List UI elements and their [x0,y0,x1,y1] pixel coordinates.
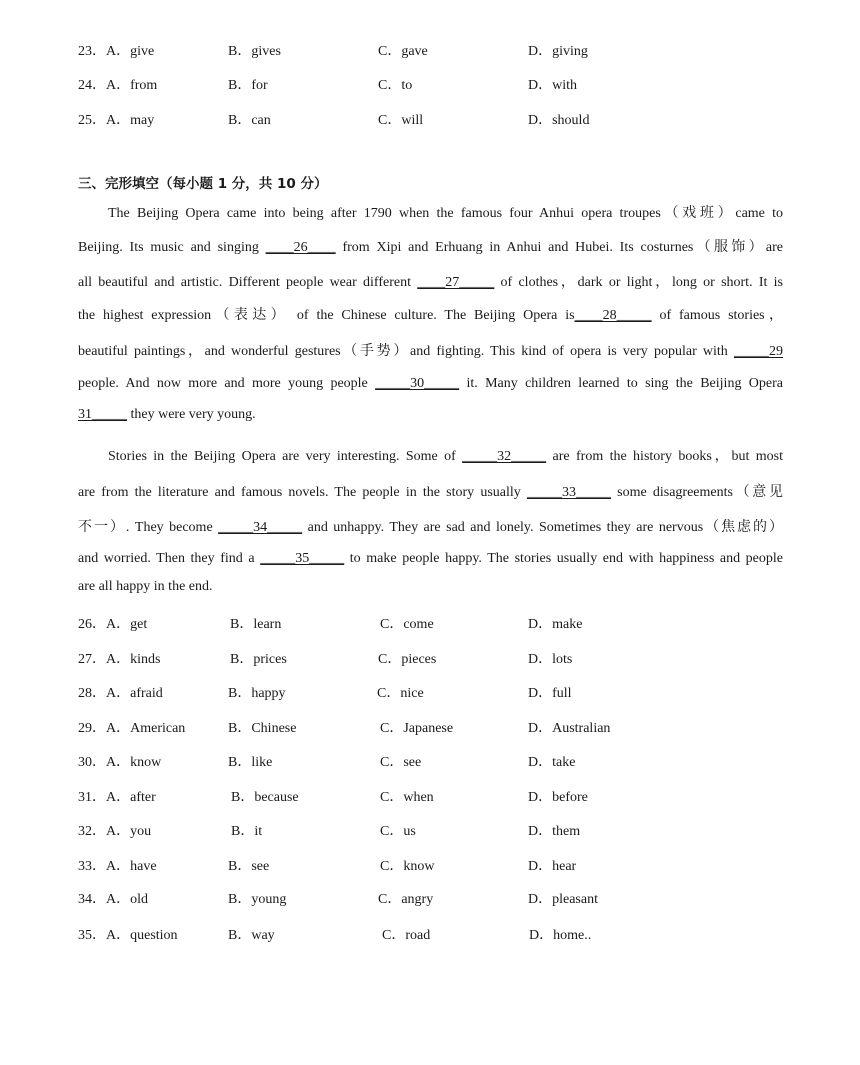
passage-line: all beautiful and artistic. Different people wear different ____27_____ of clothes，dark or light，long or short. It is [78,275,784,290]
option-b: B．Chinese [228,721,297,736]
blank-26: ____26____ [265,240,336,255]
question-number-and-option-a: 24．A．from [78,78,158,93]
blank-27: ____27_____ [417,275,495,290]
blank-29: _____29 [734,344,783,359]
passage-line: and worried. Then they find a _____35_____ to make people happy. The stories usually end with happiness and people [78,551,784,566]
option-c: C．see [380,755,422,770]
option-c: C．nice [377,686,424,701]
option-c: C．pieces [378,652,437,667]
question-row: 28．A．afraid B．happy C．nice D．full [0,682,860,702]
question-row: 33．A．have B．see C．know D．hear [0,855,860,875]
option-d: D．them [528,824,581,839]
option-d: D．take [528,755,576,770]
option-b: B．it [231,824,263,839]
passage-line: 31_____ they were very young. [78,407,256,422]
option-b: B．way [228,928,275,943]
option-b: B．learn [230,617,282,632]
passage-line: 不一）. They become _____34_____ and unhappy. They are sad and lonely. Sometimes they are nervous（焦虑的） [78,520,784,535]
question-row: 31．A．after B．because C．when D．before [0,786,860,806]
option-c: C．gave [378,44,428,59]
option-c: C．will [378,113,424,128]
option-d: D．full [528,686,572,701]
passage-line: are all happy in the end. [78,579,213,594]
question-row: 30．A．know B．like C．see D．take [0,751,860,771]
option-b: B．see [228,859,270,874]
option-b: B．happy [228,686,286,701]
option-c: C．us [380,824,416,839]
option-d: D．Australian [528,721,611,736]
option-c: C．when [380,790,434,805]
option-d: D．before [528,790,588,805]
blank-34: _____34_____ [218,520,303,535]
passage-line: Stories in the Beijing Opera are very interesting. Some of _____32_____ are from the history books，but most [108,449,783,464]
section-heading: 三、完形填空（每小题 1 分，共 10 分） [78,176,328,192]
option-d: D．hear [528,859,577,874]
passage-line: The Beijing Opera came into being after 1790 when the famous four Anhui opera troupes（戏班）came to [108,206,783,221]
blank-28: ____28_____ [574,308,652,323]
option-b: B．like [228,755,273,770]
passage-line: people. And now more and more young people _____30_____ it. Many children learned to sing the Beijing Opera [78,376,783,391]
option-d: D．pleasant [528,892,598,907]
option-d: D．home.. [529,928,592,943]
option-c: C．to [378,78,413,93]
option-d: D．lots [528,652,573,667]
option-d: D．make [528,617,583,632]
passage-line: beautiful paintings，and wonderful gestures（手势）and fighting. This kind of opera is very popular with _____29 [78,344,783,359]
option-d: D．with [528,78,577,93]
option-c: C．road [382,928,431,943]
question-number-and-option-a: 23．A．give [78,44,155,59]
option-b: B．young [228,892,287,907]
question-row: 32．A．you B．it C．us D．them [0,820,860,840]
option-b: B．for [228,78,268,93]
question-row [0,109,860,129]
passage-line: Beijing. Its music and singing ____26____ from Xipi and Erhuang in Anhui and Hubei. Its costurnes（服饰）are [78,240,783,255]
option-b: B．because [231,790,299,805]
option-c: C．Japanese [380,721,454,736]
option-d: D．should [528,113,590,128]
blank-32: _____32_____ [462,449,547,464]
question-row: 34．A．old B．young C．angry D．pleasant [0,888,860,908]
question-row [0,40,860,60]
question-number-and-option-a: 25．A．may [78,113,155,128]
blank-31: 31_____ [78,407,127,422]
blank-35: _____35_____ [260,551,345,566]
question-row: 29．A．American B．Chinese C．Japanese D．Australian [0,717,860,737]
passage-line: the highest expression（表达） of the Chinese culture. The Beijing Opera is____28_____ of famous stories， [78,308,783,323]
option-d: D．giving [528,44,588,59]
option-c: C．angry [378,892,434,907]
blank-33: _____33_____ [526,485,611,500]
option-b: B．can [228,113,271,128]
question-row [0,74,860,94]
question-row: 35．A．question B．way C．road D．home.. [0,924,860,944]
passage-line: are from the literature and famous novels. The people in the story usually _____33_____ some disagreements（意见 [78,485,783,500]
option-c: C．know [380,859,435,874]
option-b: B．prices [230,652,287,667]
question-row: 26．A．get B．learn C．come D．make [0,613,860,633]
blank-30: _____30_____ [375,376,460,391]
option-b: B．gives [228,44,281,59]
question-row: 27．A．kinds B．prices C．pieces D．lots [0,648,860,668]
option-c: C．come [380,617,434,632]
